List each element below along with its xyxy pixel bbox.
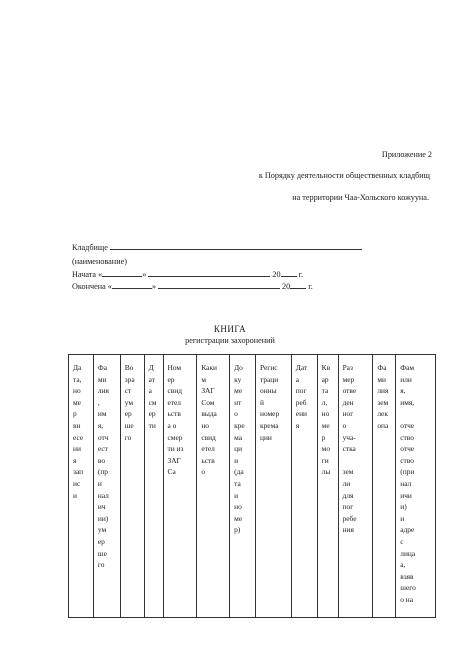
column-header (230, 355, 256, 617)
started-year-suffix: г. (296, 270, 304, 279)
appendix-line-3: на территории Чаа-Хольского кожууна. (292, 193, 429, 202)
started-year-line (281, 268, 297, 277)
column-header-text: Кв ар та л, но ме р мо ги лы (321, 363, 331, 477)
appendix-line-2: к Порядку деятельности общественных кладбищ (258, 171, 430, 180)
finished-year-prefix: 20 (282, 282, 291, 291)
finished-year-suffix: г. (306, 282, 313, 291)
column-header-text: Во зра ст ум ер ше го (124, 363, 135, 442)
started-month-line (148, 268, 270, 277)
column-header-text: Каки м ЗАГ Сом выда но свид етел ьств о (201, 363, 217, 477)
column-header (256, 355, 292, 617)
started-label: Начата « (72, 270, 103, 279)
cemetery-field (72, 241, 362, 253)
column-header-text: Регис траци онны й номер крема ции (260, 363, 280, 442)
burial-register-table (68, 354, 436, 618)
finished-field (72, 280, 313, 292)
cemetery-label: Кладбище (72, 243, 108, 252)
started-day-line (102, 268, 142, 277)
started-field (72, 268, 303, 280)
appendix-line-1: Приложение 2 (381, 150, 432, 159)
book-title: КНИГА (213, 324, 247, 334)
finished-month-line (158, 280, 280, 289)
column-header (396, 355, 435, 617)
column-header-text: Д ат а см ер ти (148, 363, 157, 430)
column-header-text: Раз мер отве ден ног о уча- стка зем ли для пог ребе ния (342, 363, 357, 535)
column-header-text: До ку ме нт о кре ма ци и (да та и но ме р) (234, 363, 245, 535)
column-header (69, 355, 94, 617)
cemetery-name-line (110, 241, 362, 250)
started-quote: » (142, 270, 147, 279)
book-subtitle: регистрации захоронений (185, 336, 275, 345)
column-header-text: Фам или я, имя, отче ство отче ство (при нал ичи и) и адре с лица а, взяв шего о на (400, 363, 416, 604)
column-header (121, 355, 145, 617)
column-header-text: Дат а пог реб ени я (295, 363, 308, 430)
column-header (164, 355, 198, 617)
started-year-prefix: 20 (272, 270, 281, 279)
name-hint: (наименование) (72, 257, 127, 266)
finished-day-line (112, 280, 152, 289)
column-header (339, 355, 374, 617)
column-header (373, 355, 396, 617)
column-header-text: Фа ми лия зем лек опа (377, 363, 389, 430)
column-header-text: Ном ер свид етел ьств а о смер ти из ЗАГ Са (167, 363, 184, 477)
column-header (197, 355, 230, 617)
column-header-text: Фа ми лия , им я, отч ест во (пр и нал ич ии) ум ер ше го (97, 363, 109, 570)
finished-label: Окончена « (72, 282, 112, 291)
finished-quote: » (151, 282, 156, 291)
column-header (318, 355, 339, 617)
column-header (145, 355, 164, 617)
finished-year-line (290, 280, 306, 289)
column-header (292, 355, 318, 617)
column-header (94, 355, 121, 617)
column-header-text: Да та, но ме р вн есе ни я зап ис и (73, 363, 84, 500)
